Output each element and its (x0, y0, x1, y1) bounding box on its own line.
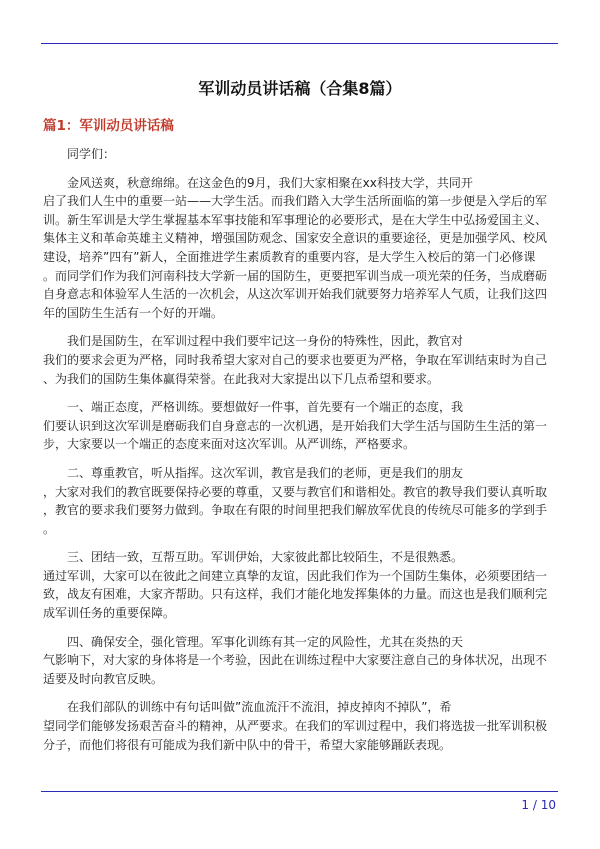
body-paragraph (43, 698, 557, 754)
document-title: 军训动员讲话稿（合集8篇） (198, 79, 402, 98)
paragraph-first-line: 二、尊重教官，听从指挥。这次军训，教官是我们的老师，更是我们的朋友 (67, 465, 464, 480)
paragraph-line: 、为我们的国防生集体赢得荣誉。在此我对大家提出以下几点希望和要求。 (43, 371, 440, 386)
paragraph-line: 。而同学们作为我们河南科技大学新一届的国防生，更要把军训当成一项光荣的任务，当成磨砺 (43, 268, 548, 283)
paragraph-line: 望同学们能够发扬艰苦奋斗的精神，从严要求。在我们的军训过程中，我们将选拔一批军训积极 (43, 719, 548, 734)
body-paragraph (43, 398, 557, 454)
paragraph-line: 适要及时向教官反映。 (43, 671, 164, 686)
header-rule (41, 43, 558, 44)
paragraph-line: 启了我们人生中的重要一站——大学生活。而我们踏入大学生活所面临的第一步便是入学后的军 (43, 194, 548, 209)
document-body (43, 145, 557, 764)
body-paragraph (43, 548, 557, 622)
paragraph-line: 致，战友有困难，大家齐帮助。只有这样，我们才能化地发挥集体的力量。而这也是我们顺利完 (43, 587, 548, 602)
paragraph-first-line: 四、确保安全，强化管理。军事化训练有其一定的风险性，尤其在炎热的天 (67, 634, 464, 649)
paragraph-line: 们要认识到这次军训是磨砺我们自身意志的一次机遇，是开始我们大学生活与国防生生活的第一 (43, 418, 548, 433)
paragraph-line: ，大家对我们的教官既要保持必要的尊重，又要与教官们和谐相处。教官的教导我们要认真听取 (43, 484, 548, 499)
paragraph-line: 。 (43, 521, 56, 536)
paragraph-line: ，教官的要求我们要努力做到。争取在有限的时间里把我们解放军优良的传统尽可能多的学到手 (43, 503, 548, 518)
paragraph-line: 分子，而他们将很有可能成为我们新中队中的骨干，希望大家能够踊跃表现。 (43, 737, 452, 752)
paragraph-first-line: 金风送爽，秋意绵绵。在这金色的9月，我们大家相聚在xx科技大学，共同开 (67, 175, 473, 190)
paragraph-line: 通过军训，大家可以在彼此之间建立真挚的友谊，因此我们作为一个国防生集体，必须要团结一 (43, 568, 548, 583)
paragraph-first-line: 一、端正态度，严格训练。要想做好一件事，首先要有一个端正的态度，我 (67, 400, 464, 415)
body-paragraph (43, 174, 557, 323)
paragraph-line: 成军训任务的重要保障。 (43, 606, 176, 621)
paragraph-line: 自身意志和体验军人生活的一次机会，从这次军训开始我们就要努力培养军人气质，让我们这四 (43, 287, 548, 302)
page-indicator: 1 / 10 (521, 798, 556, 812)
paragraph-line: 建设，培养”四有”新人，全面推进学生素质教育的重要内容，是大学生入校后的第一门必修课 (43, 249, 536, 264)
paragraph-first-line: 我们是国防生，在军训过程中我们要牢记这一身份的特殊性，因此，教官对 (67, 334, 464, 349)
paragraph-line: 步，大家要以一个端正的态度来面对这次军训。从严训练，严格要求。 (43, 437, 416, 452)
paragraph-line: 集体主义和革命英雄主义精神，增强国防观念、国家安全意识的重要途径，更是加强学风、校风 (43, 231, 548, 246)
paragraph-line: 训。新生军训是大学生掌握基本军事技能和军事理论的必要形式，是在大学生中弘扬爱国主义、 (43, 212, 548, 227)
body-paragraph (43, 332, 557, 388)
paragraph-line: 我们的要求会更为严格，同时我希望大家对自己的要求也要更为严格，争取在军训结束时为自己 (43, 352, 548, 367)
paragraph-first-line: 三、团结一致，互帮互助。军训伊始，大家彼此都比较陌生，不是很熟悉。 (67, 550, 464, 565)
salutation: 同学们： (67, 147, 116, 161)
body-paragraph (43, 464, 557, 538)
paragraph-line: 年的国防生生活有一个好的开端。 (43, 305, 224, 320)
body-paragraph (43, 633, 557, 689)
paragraph-first-line: 在我们部队的训练中有句话叫做”流血流汗不流泪，掉皮掉肉不掉队”，希 (67, 700, 452, 715)
footer-rule (41, 791, 558, 792)
paragraph-line: 气影响下，对大家的身体将是一个考验，因此在训练过程中大家要注意自己的身体状况，出现不 (43, 653, 548, 668)
section-heading: 篇1：军训动员讲话稿 (43, 118, 174, 134)
